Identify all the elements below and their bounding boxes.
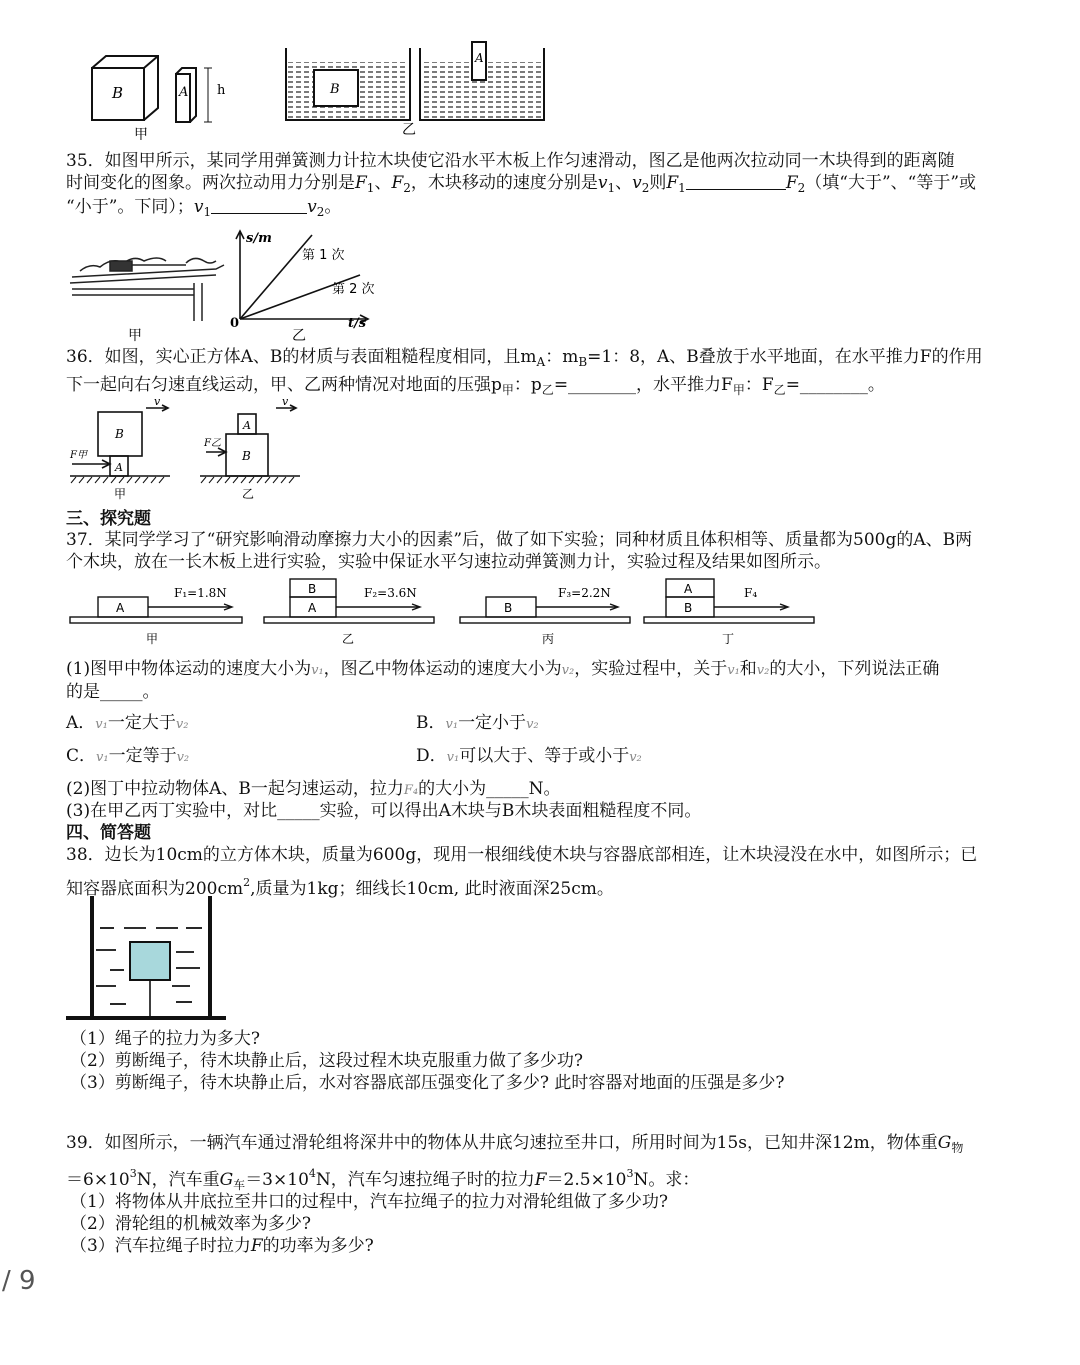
q39-exp-3a: 3 — [129, 1167, 137, 1180]
q37-p1-e: 的大小，下列说法正确 — [769, 659, 940, 679]
tank-1-cube-label: B — [330, 82, 340, 97]
q35-line2-text-b: ，木块移动的速度分别是 — [410, 173, 598, 193]
q37-bing-force: F₃=2.2N — [558, 586, 611, 600]
q37-option-d[interactable] — [416, 745, 642, 769]
q35-f2: F — [391, 173, 404, 193]
q37-option-c[interactable] — [66, 745, 189, 769]
v1-symbol: v₁ — [95, 717, 108, 732]
option-d-text: 可以大于、等于或小于 — [459, 746, 630, 766]
option-c-text: 一定等于 — [108, 746, 177, 766]
q36-line1-text-b: ：m — [545, 347, 579, 367]
q39-line1 — [66, 1132, 963, 1159]
q38-sub2: （2）剪断绳子，待木块静止后，这段过程木块克服重力做了多少功? — [70, 1051, 583, 1071]
q39-sub3-a: （3）汽车拉绳子时拉力 — [70, 1236, 251, 1256]
q35-line1: 35．如图甲所示，某同学用弹簧测力计拉木块使它沿水平木板上作匀速滑动，图乙是他两次拉动同一木块得到的距离随 — [66, 151, 955, 171]
q39-exp-3b: 3 — [626, 1167, 634, 1180]
q37-caption-jia: 甲 — [146, 632, 159, 646]
option-b-label: B． — [416, 713, 446, 733]
q37-bing-b: B — [504, 601, 513, 615]
tank-1 — [286, 48, 410, 120]
q38-sub3: （3）剪断绳子，待木块静止后，水对容器底部压强变化了多少? 此时容器对地面的压强是多少? — [70, 1073, 785, 1093]
v2-symbol: v₂ — [526, 717, 539, 732]
q36-yi-v: v — [282, 398, 289, 408]
q37-bing-drawing — [460, 597, 630, 623]
q35-caption-jia: 甲 — [128, 328, 142, 344]
q36-line2-text-e: =________。 — [785, 375, 885, 395]
q36-sub-b: B — [578, 355, 588, 369]
q35-v1-b: v — [193, 197, 204, 217]
q37-p1-b: ，图乙中物体运动的速度大小为 — [323, 659, 562, 679]
q35-v2-b: v — [307, 197, 317, 217]
q37-ding-b: B — [684, 601, 693, 615]
q37-line2: 个木块，放在一长木板上进行实验，实验中保证水平匀速拉动弹簧测力计，实验过程及结果如图所示。 — [66, 552, 831, 572]
q35-series-2-label: 第 2 次 — [332, 282, 375, 297]
q35-f2-b-sub: 2 — [797, 181, 806, 195]
q39-sub2: （2）滑轮组的机械效率为多少? — [70, 1214, 311, 1234]
q36-line2 — [66, 374, 885, 401]
q39-g2: G — [219, 1170, 234, 1190]
q36-yi-b: B — [242, 449, 251, 463]
q37-part3: (3)在甲乙丙丁实验中，对比_____实验，可以得出A木块与B木块表面粗糙程度不同。 — [66, 801, 702, 821]
q36-caption-yi: 乙 — [242, 487, 255, 501]
q37-caption-yi: 乙 — [342, 632, 355, 646]
q35-line3 — [66, 196, 341, 223]
q35-f2-b: F — [785, 173, 798, 193]
tank-2-block-label: A — [475, 51, 484, 65]
q35-line3-text: “小于”。下同）； — [66, 197, 194, 217]
q35-f1-sub: 1 — [366, 181, 375, 195]
q37-jia-drawing — [70, 597, 242, 623]
option-c-label: C． — [66, 746, 97, 766]
caption-yi: 乙 — [402, 122, 416, 138]
q39-g: G — [937, 1133, 952, 1153]
height-label: h — [217, 83, 226, 98]
section-3-title: 三、探究题 — [66, 509, 151, 529]
q39-sub3-f: F — [250, 1236, 263, 1256]
q39-line1-a: 39．如图所示，一辆汽车通过滑轮组将深井中的物体从井底匀速拉至井口，所用时间为15s，已知井深12m，物体重 — [66, 1133, 938, 1153]
q36-sub-yi2: 乙 — [773, 383, 786, 397]
q35-ylabel: s/m — [246, 231, 272, 246]
q36-caption-jia: 甲 — [114, 487, 127, 501]
q39-line2-b: N，汽车重 — [136, 1170, 220, 1190]
wood-cube — [130, 942, 170, 980]
q36-sub-a: A — [536, 355, 546, 369]
q36-sub-jia2: 甲 — [732, 383, 745, 397]
q35-line2-text-d: （填“大于”、“等于”或 — [805, 173, 977, 193]
v1-symbol: v₁ — [311, 663, 324, 678]
q37-caption-bing: 丙 — [542, 632, 555, 646]
q37-figure — [66, 575, 1016, 650]
q38-line2-b: ,质量为1kg；细线长10cm, 此时液面深25cm。 — [250, 879, 614, 899]
q37-ding-drawing — [644, 579, 814, 623]
q36-figure — [66, 398, 316, 502]
q37-p1-c: ，实验过程中，关于 — [574, 659, 728, 679]
q35-caption-yi: 乙 — [292, 328, 306, 344]
q39-line2-d: N，汽车匀速拉绳子时的拉力 — [315, 1170, 535, 1190]
q35-line2-text-c: 则 — [649, 173, 667, 193]
q37-option-b[interactable] — [416, 712, 539, 736]
v2-symbol: v₂ — [756, 663, 770, 678]
q37-p1-d: 和 — [739, 659, 757, 679]
q38-line1: 38．边长为10cm的立方体木块，质量为600g，现用一根细线使木块与容器底部相连，让木块浸没在水中，如图所示；已 — [66, 845, 978, 865]
q35-f1-b: F — [666, 173, 679, 193]
cube-b-label: B — [112, 84, 124, 102]
v2-symbol: v₂ — [175, 717, 189, 732]
q35-v1-b-sub: 1 — [203, 205, 212, 219]
v1-symbol: v₁ — [96, 750, 109, 765]
option-b-text: 一定小于 — [458, 713, 527, 733]
page-indicator: / 9 — [2, 1266, 36, 1296]
q39-exp-4: 4 — [308, 1167, 316, 1180]
f4-symbol: F₄ — [403, 783, 419, 798]
q37-p2-b: 的大小为_____N。 — [418, 779, 561, 799]
q37-part2 — [66, 778, 560, 802]
q37-yi-force: F₂=3.6N — [364, 586, 417, 600]
v2-symbol: v₂ — [176, 750, 190, 765]
q39-line2-f: N。求： — [633, 1170, 700, 1190]
q37-option-a[interactable] — [66, 712, 188, 736]
q39-f: F — [534, 1170, 547, 1190]
q36-jia-a: A — [115, 461, 123, 474]
q37-p2-a: (2)图丁中拉动物体A、B一起匀速运动，拉力 — [66, 779, 404, 799]
q39-sub1: （1）将物体从井底拉至井口的过程中，汽车拉绳子的拉力对滑轮组做了多少功? — [70, 1192, 668, 1212]
q39-line2-c: ＝3×10 — [245, 1170, 309, 1190]
q39-g2-sub: 车 — [233, 1178, 246, 1192]
v1-symbol: v₁ — [445, 717, 459, 732]
q39-g-sub: 物 — [951, 1141, 964, 1155]
q39-line2-a: ＝6×10 — [66, 1170, 130, 1190]
q35-series-1-label: 第 1 次 — [302, 248, 345, 263]
q36-yi-f: F乙 — [204, 438, 221, 449]
q36-line2-text-c: =________，水平推力F — [553, 375, 733, 395]
q36-line2-text-d: ：F — [744, 375, 774, 395]
q36-sub-jia: 甲 — [501, 383, 514, 397]
q37-yi-a: A — [308, 601, 317, 615]
q37-line1: 37．某同学学习了“研究影响滑动摩擦力大小的因素”后，做了如下实验；同种材质且体积相等、质量都为500g的A、B两 — [66, 530, 973, 550]
q35-v2: v — [632, 173, 642, 193]
q36-jia-b: B — [115, 427, 124, 441]
section-4-title: 四、简答题 — [66, 823, 151, 843]
top-figure — [80, 40, 560, 140]
q36-line2-text-b: ：p — [513, 375, 542, 395]
q37-p1-a: (1)图甲中物体运动的速度大小为 — [66, 659, 312, 679]
v1-symbol: v₁ — [446, 750, 460, 765]
q38-container-figure — [66, 894, 226, 1024]
block-a-label: A — [179, 85, 189, 100]
q37-jia-force: F₁=1.8N — [174, 586, 227, 600]
v2-symbol: v₂ — [629, 750, 642, 765]
q38-sup: 2 — [243, 876, 251, 889]
q39-sub3 — [70, 1235, 374, 1257]
q36-yi-a: A — [243, 419, 251, 432]
q37-jia-a: A — [116, 601, 125, 615]
q35-v2-sub: 2 — [641, 181, 650, 195]
q36-line1-text: 36．如图，实心正方体A、B的材质与表面粗糙程度相同，且m — [66, 347, 537, 367]
q35-v1: v — [597, 173, 608, 193]
q36-line2-text: 下一起向右匀速直线运动，甲、乙两种情况对地面的压强p — [66, 375, 502, 395]
caption-jia: 甲 — [134, 127, 148, 140]
q35-f1: F — [355, 173, 367, 193]
q35-table-drawing — [70, 258, 224, 321]
q35-origin: 0 — [230, 316, 240, 331]
q37-yi-b: B — [308, 582, 317, 596]
q36-jia-v: v — [154, 398, 161, 408]
option-a-text: 一定大于 — [107, 713, 176, 733]
q38-line2-a: 知容器底面积为200cm — [66, 879, 244, 899]
q37-ding-a: A — [684, 582, 693, 596]
v1-symbol: v₁ — [727, 663, 740, 678]
q35-blank-2[interactable] — [211, 197, 307, 214]
q37-part1-line2: 的是_____。 — [66, 682, 160, 702]
q36-jia-f: F甲 — [70, 450, 87, 461]
q35-line2-text: 时间变化的图象。两次拉动用力分别是 — [66, 173, 355, 193]
cube-b-drawing — [92, 56, 158, 120]
q36-sub-yi: 乙 — [541, 383, 554, 397]
q35-xlabel: t/s — [348, 316, 367, 331]
q35-v1-sub: 1 — [607, 181, 616, 195]
q36-line1 — [66, 346, 983, 373]
q35-sep1: 、 — [374, 173, 392, 193]
q35-f2-sub: 2 — [403, 181, 411, 195]
option-d-label: D． — [416, 746, 447, 766]
q35-line2 — [66, 172, 976, 199]
q35-f1-b-sub: 1 — [678, 181, 686, 195]
q35-figure — [66, 225, 396, 345]
q35-sep2: 、 — [615, 173, 633, 193]
q37-ding-force: F₄ — [744, 586, 758, 600]
q36-line1-text-c: =1：8，A、B叠放于水平地面，在水平推力F的作用 — [587, 347, 983, 367]
option-a-label: A． — [66, 713, 96, 733]
q35-v2-b-sub: 2 — [316, 205, 325, 219]
q37-caption-ding: 丁 — [722, 632, 735, 646]
q35-blank-1[interactable] — [686, 173, 786, 190]
q39-sub3-b: 的功率为多少? — [262, 1236, 374, 1256]
q36-ground-hatch-2 — [201, 477, 294, 483]
q37-part1-line1 — [66, 658, 939, 682]
q36-ground-hatch-1 — [71, 477, 164, 483]
q35-line3-end: 。 — [324, 197, 342, 217]
v2-symbol: v₂ — [561, 663, 575, 678]
q39-line2-e: ＝2.5×10 — [546, 1170, 627, 1190]
q38-sub1: （1）绳子的拉力为多大? — [70, 1029, 260, 1049]
